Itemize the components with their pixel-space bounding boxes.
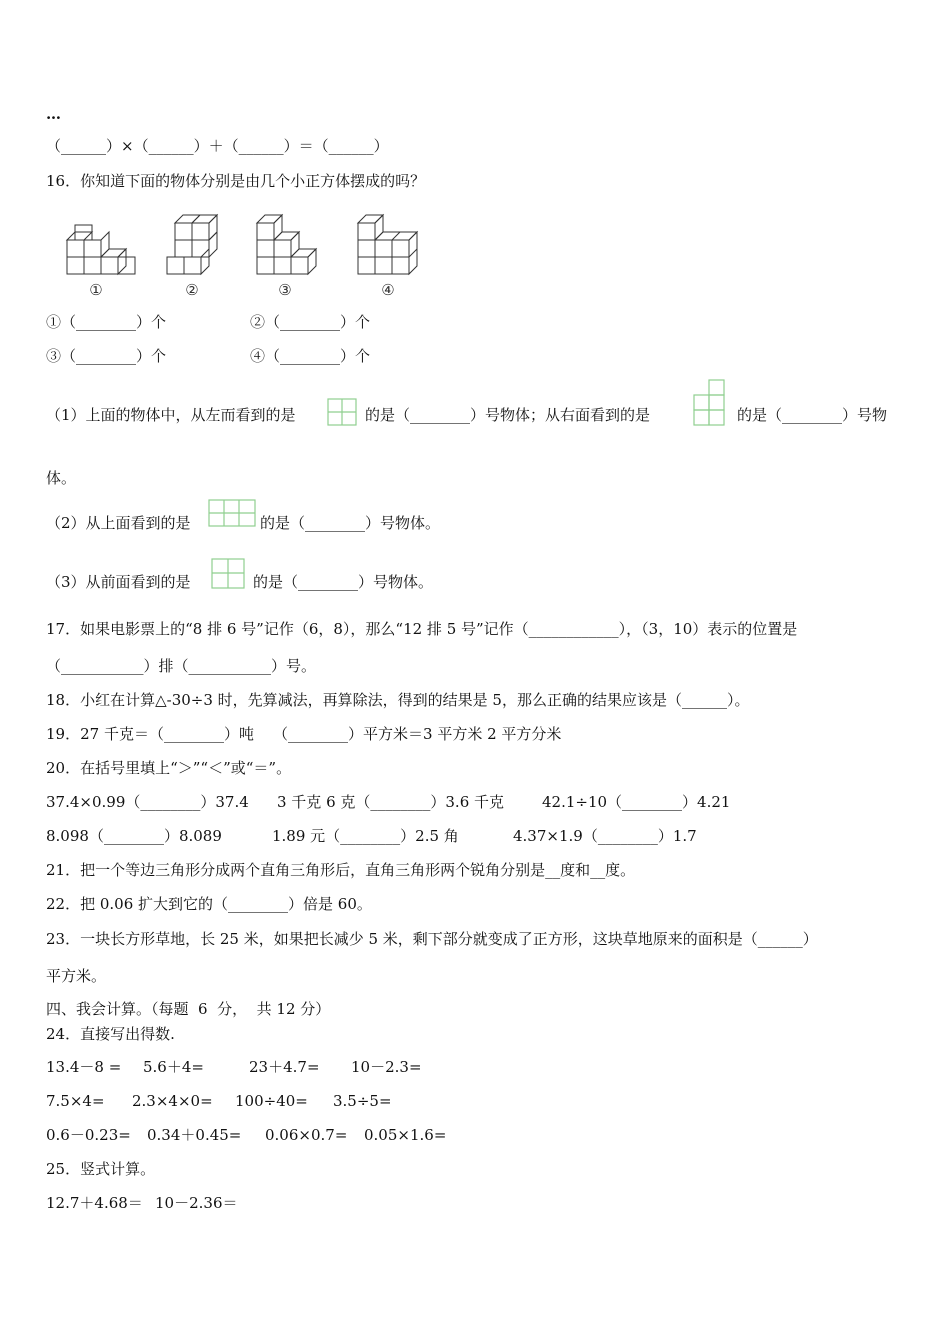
- q16-title: 16．你知道下面的物体分别是由几个小正方体摆成的吗？: [46, 172, 426, 190]
- view-grid-3x2-icon: [208, 499, 256, 527]
- q24-item: 5.6＋4=: [143, 1058, 204, 1076]
- q20-item: 4.37×1.9（________）1.7: [513, 827, 697, 845]
- q24-item: 3.5÷5=: [333, 1092, 392, 1110]
- q16-part1-d: 体。: [46, 469, 77, 487]
- q17-line1: 17．如果电影票上的“8 排 6 号”记作（6，8），那么“12 排 5 号”记作（____________），（3，10）表示的位置是: [46, 620, 798, 638]
- q23-line2: 平方米。: [46, 967, 107, 985]
- q16-part1-c: 的是（________）号物: [737, 406, 888, 424]
- q20-item: 3 千克 6 克（________）3.6 千克: [277, 793, 505, 811]
- q24-item: 0.6－0.23=: [46, 1126, 131, 1144]
- cube-figure-2: [167, 215, 217, 274]
- q17-line2: （___________）排（___________）号。: [46, 657, 317, 675]
- q24-item: 10－2.3=: [351, 1058, 422, 1076]
- q16-part2-b: 的是（________）号物体。: [260, 514, 441, 532]
- q24-item: 0.05×1.6=: [364, 1126, 447, 1144]
- q16-part2-a: （2）从上面看到的是: [46, 514, 191, 532]
- q25-title: 25．竖式计算。: [46, 1160, 156, 1178]
- q20-item: 8.098（________）8.089: [46, 827, 222, 845]
- cube-figure-3: [257, 215, 316, 274]
- q24-item: 0.34＋0.45=: [147, 1126, 242, 1144]
- q24-item: 23＋4.7=: [249, 1058, 320, 1076]
- view-grid-2x2-icon: [327, 398, 357, 426]
- cube-figure-1: [67, 225, 135, 274]
- q16-answer-4: ④（________）个: [250, 347, 371, 365]
- formula-blanks: （______）×（______）＋（______）＝（______）: [46, 137, 389, 155]
- q24-item: 13.4－8 =: [46, 1058, 122, 1076]
- q20-title: 20．在括号里填上“＞”“＜”或“＝”。: [46, 759, 292, 777]
- q20-item: 1.89 元（________）2.5 角: [272, 827, 459, 845]
- q23-line1: 23．一块长方形草地，长 25 米，如果把长减少 5 米，剩下部分就变成了正方形，这块草地原来的面积是（______）: [46, 930, 818, 948]
- cube-figure-4: [358, 215, 417, 274]
- q16-part3-a: （3）从前面看到的是: [46, 573, 191, 591]
- figure-label-3: ③: [278, 281, 292, 299]
- q22: 22．把 0.06 扩大到它的（________）倍是 60。: [46, 895, 372, 913]
- section-4-heading: 四、我会计算。（每题 6 分， 共 12 分）: [46, 1000, 331, 1018]
- q16-answer-3: ③（________）个: [46, 347, 167, 365]
- q21: 21．把一个等边三角形分成两个直角三角形后，直角三角形两个锐角分别是__度和__度。: [46, 861, 636, 879]
- q20-item: 37.4×0.99（________）37.4: [46, 793, 249, 811]
- cube-figures: [52, 205, 432, 300]
- figure-label-1: ①: [89, 281, 103, 299]
- q25-item: 12.7＋4.68＝: [46, 1194, 143, 1212]
- figure-label-4: ④: [381, 281, 395, 299]
- q20-item: 42.1÷10（________）4.21: [542, 793, 731, 811]
- q24-item: 0.06×0.7=: [265, 1126, 348, 1144]
- q16-answer-1: ①（________）个: [46, 313, 167, 331]
- q16-part1-b: 的是（________）号物体；从右面看到的是: [365, 406, 651, 424]
- q16-part1-a: （1）上面的物体中，从左而看到的是: [46, 406, 296, 424]
- q24-title: 24．直接写出得数.: [46, 1025, 175, 1043]
- q16-part3-b: 的是（________）号物体。: [253, 573, 434, 591]
- q24-item: 7.5×4=: [46, 1092, 105, 1110]
- q19: 19．27 千克＝（________）吨 （________）平方米＝3 平方米 2 平方分米: [46, 725, 562, 743]
- view-stacked-squares-icon: [693, 379, 725, 426]
- q24-item: 2.3×4×0=: [132, 1092, 213, 1110]
- view-grid-2x2-front-icon: [211, 558, 245, 589]
- q18: 18．小红在计算△-30÷3 时，先算减法，再算除法，得到的结果是 5，那么正确的结果应该是（______）。: [46, 691, 750, 709]
- q16-answer-2: ②（________）个: [250, 313, 371, 331]
- figure-label-2: ②: [185, 281, 199, 299]
- q25-item: 10－2.36＝: [155, 1194, 238, 1212]
- q25-row1: [46, 1193, 238, 1253]
- ellipsis: …: [46, 105, 61, 123]
- q24-item: 100÷40=: [235, 1092, 308, 1110]
